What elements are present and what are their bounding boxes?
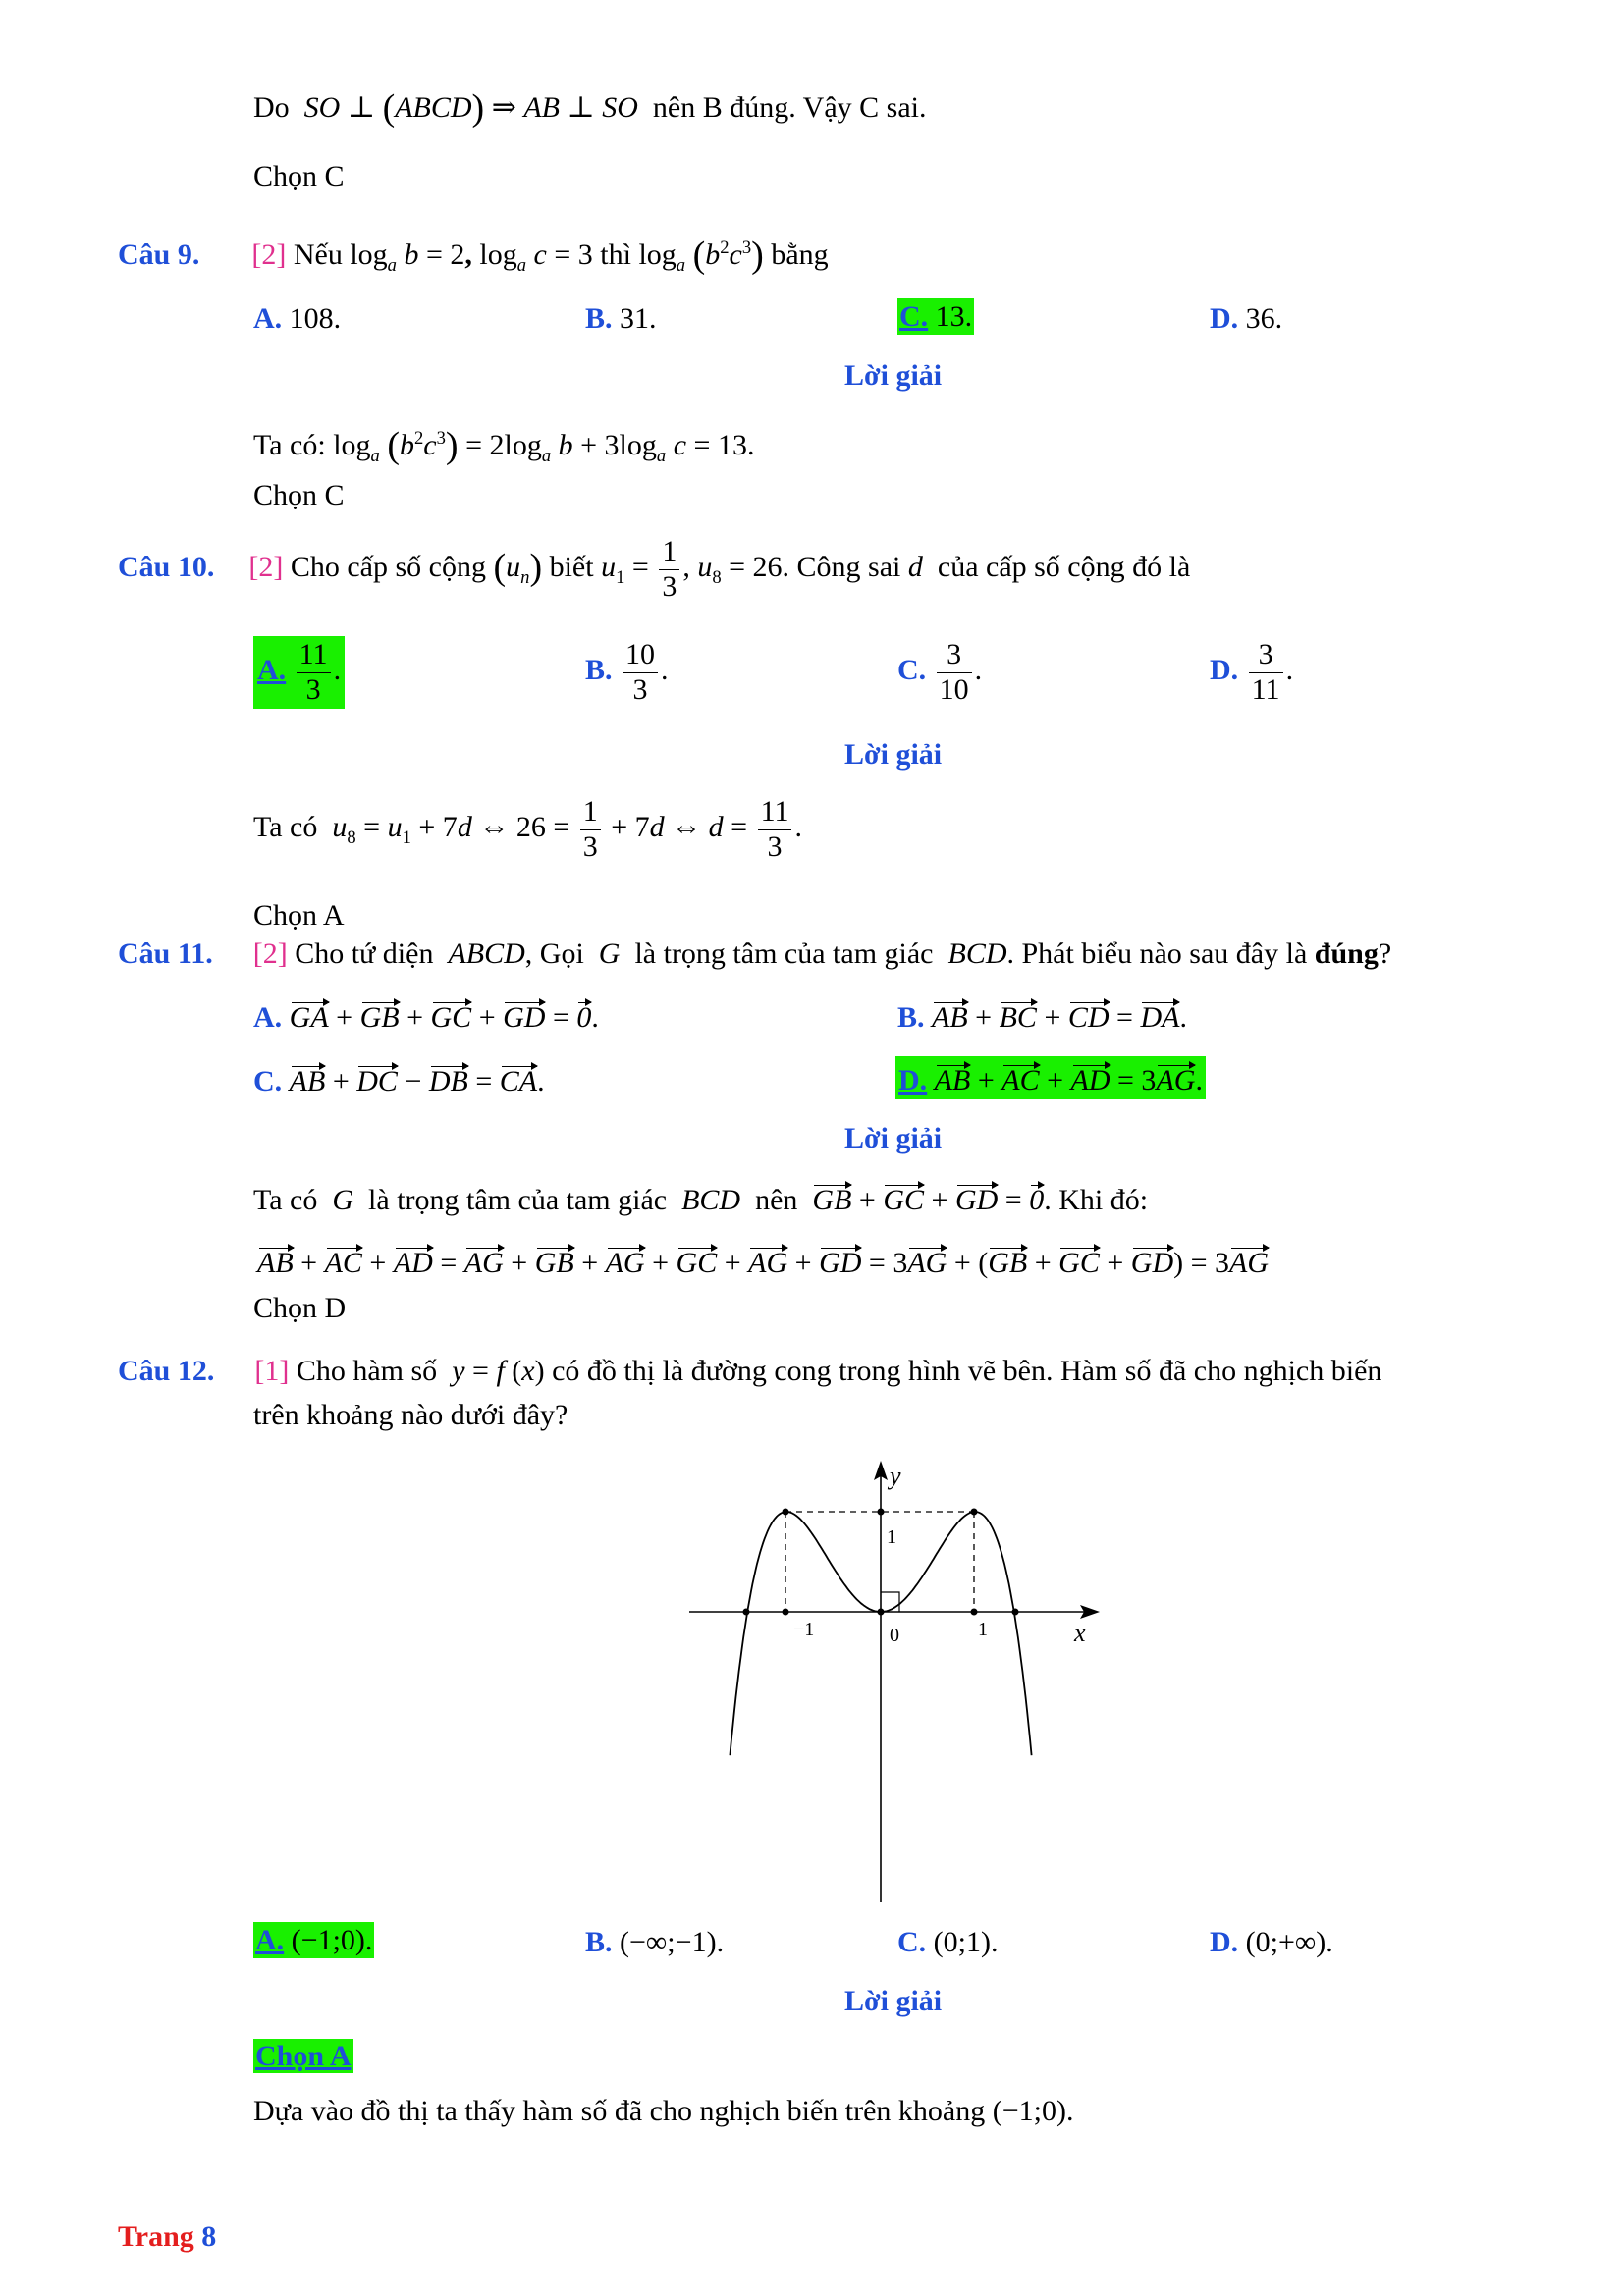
q9-option-c[interactable]: C. 13. [899, 300, 973, 333]
q12-chon: Chọn A [255, 2040, 352, 2072]
right-angle-marker [881, 1592, 899, 1612]
q12-option-d[interactable]: D. (0;+∞). [1210, 1926, 1333, 1958]
q11-loi-giai: Lời giải [844, 1122, 943, 1154]
q11-option-a[interactable]: A. GA + GB + GC + GD = 0. [253, 1001, 599, 1034]
q12-label: Câu 12. [118, 1355, 215, 1387]
chon-c-1: Chọn C [253, 160, 345, 192]
q10-line: Câu 10. [2] Cho cấp số cộng $(u_n)$ biết $u_1$ = $\frac{1}{3}$ , $u_8 = 26$. Công sai d của cấp số cộng đó là [118, 535, 1191, 603]
q11-option-b[interactable]: B. AB + BC + CD = DA. [897, 1001, 1187, 1034]
q10-solution: Ta có $u_8 = u_1 + 7d$ ⇔ 26 = $\frac{1}{3}$ + 7d ⇔ d = $\frac{11}{3}$ . [253, 795, 802, 863]
q9-level: [2] [251, 239, 287, 271]
q12-option-c[interactable]: C. (0;1). [897, 1926, 999, 1958]
q12-level: [1] [254, 1355, 290, 1387]
q10-option-b[interactable]: B. $\frac{10}{3}$ . [585, 638, 669, 706]
tick-one-y: 1 [887, 1526, 896, 1548]
q12-explanation: Dựa vào đồ thị ta thấy hàm số đã cho nghịch biến trên khoảng (−1;0). [253, 2095, 1074, 2127]
point-0-1 [878, 1509, 885, 1516]
point-root-right [1012, 1609, 1019, 1616]
q9-option-b[interactable]: B. 31. [585, 302, 657, 335]
q10-option-a[interactable]: A. $\frac{11}{3}$ . [253, 636, 345, 709]
point-one [971, 1609, 978, 1616]
q11-chon: Chọn D [253, 1292, 347, 1324]
tick-one-x: 1 [978, 1619, 988, 1640]
q11-line: Câu 11. [2] Cho tứ diện ABCD, Gọi G là trọng tâm của tam giác BCD. Phát biểu nào sau đây là đúng? [118, 937, 1392, 970]
q9-label: Câu 9. [118, 239, 200, 271]
q9-line: Câu 9. [2] Nếu $\log_a b = 2$, $\log_a c = 3$ thì $\log_a (b^2c^3)$ bằng [118, 235, 829, 276]
q11-option-d[interactable]: D. AB + AC + AD = 3AG. [895, 1056, 1206, 1099]
q12-option-a[interactable]: A. (−1;0). [255, 1924, 373, 1956]
point-max-right [971, 1509, 978, 1516]
q11-solution-1: Ta có G là trọng tâm của tam giác BCD nên GB + GC + GD = 0. Khi đó: [253, 1184, 1149, 1216]
point-origin [878, 1609, 885, 1616]
q10-option-d[interactable]: D. $\frac{3}{11}$ . [1210, 638, 1294, 706]
q11-solution-2: AB + AC + AD = AG + GB + AG + GC + AG + GD = 3AG + (GB + GC + GD) = 3AG [257, 1247, 1270, 1279]
page-footer: Trang 8 [118, 2220, 217, 2253]
q9-loi-giai: Lời giải [844, 359, 943, 392]
q10-label: Câu 10. [118, 550, 215, 583]
q9-option-d[interactable]: D. 36. [1210, 302, 1283, 335]
x-axis-label: x [1074, 1619, 1086, 1647]
q12-line-2: trên khoảng nào dưới đây? [253, 1399, 568, 1431]
q10-chon: Chọn A [253, 899, 345, 932]
q10-level: [2] [248, 550, 284, 583]
q11-level: [2] [252, 937, 288, 970]
tick-minus-one: −1 [793, 1619, 815, 1640]
q12-line-1: Câu 12. [1] Cho hàm số y = f (x) có đồ thị là đường cong trong hình vẽ bên. Hàm số đã cho nghịch biến [118, 1355, 1382, 1387]
q12-option-b[interactable]: B. (−∞;−1). [585, 1926, 725, 1958]
y-axis-label: y [890, 1462, 901, 1490]
function-graph [677, 1453, 1110, 1904]
line-do-so: Do SO ⊥ (ABCD) ⇒ AB ⊥ SO nên B đúng. Vậy C sai. [253, 87, 927, 129]
point-root-left [743, 1609, 750, 1616]
q10-loi-giai: Lời giải [844, 738, 943, 771]
q12-loi-giai: Lời giải [844, 1985, 943, 2017]
tick-zero: 0 [890, 1625, 899, 1646]
q9-chon: Chọn C [253, 479, 345, 511]
q9-solution: Ta có: $\log_a (b^2c^3) = 2\log_a$ $b + 3\log_a$ c = 13. [253, 425, 755, 466]
point-minus-one [783, 1609, 789, 1616]
q11-label: Câu 11. [118, 937, 213, 970]
q11-option-c[interactable]: C. AB + DC − DB = CA. [253, 1065, 545, 1097]
q10-option-c[interactable]: C. $\frac{3}{10}$ . [897, 638, 983, 706]
point-max-left [783, 1509, 789, 1516]
q9-option-a[interactable]: A. 108. [253, 302, 342, 335]
